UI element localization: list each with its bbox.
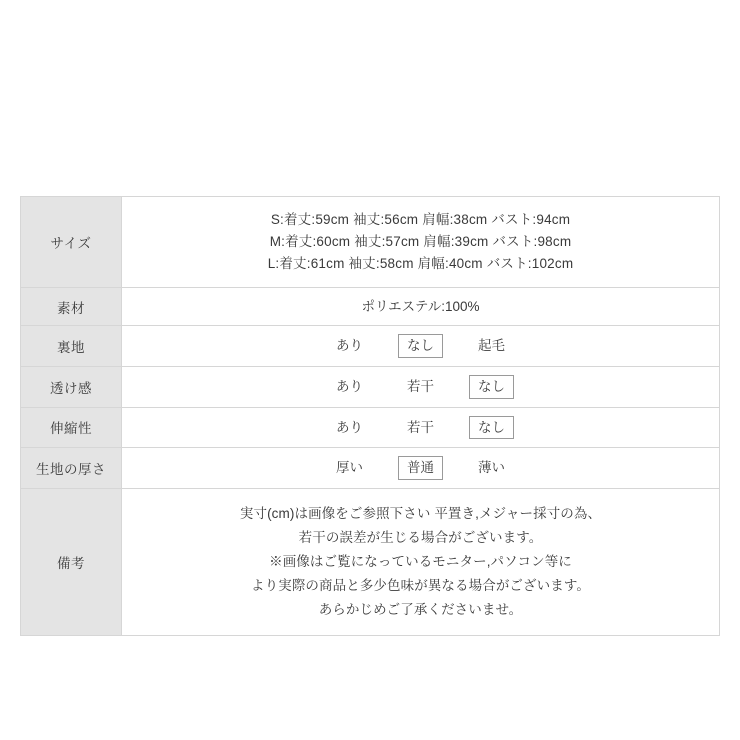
note-line: あらかじめご了承くださいませ。: [318, 601, 523, 617]
option-list: [327, 334, 514, 358]
spec-row-label: 備考: [21, 489, 122, 635]
spec-row-value: [122, 408, 719, 448]
spec-row-value: [122, 489, 719, 635]
table-row: [21, 489, 719, 636]
table-row: [21, 367, 719, 408]
spec-text: ポリエステル:100%: [361, 298, 480, 314]
size-line: M:着丈:60cm 袖丈:57cm 肩幅:39cm バスト:98cm: [269, 233, 572, 249]
spec-row-label: 裏地: [21, 326, 122, 366]
spec-row-value: [122, 326, 719, 366]
table-row: [21, 197, 719, 288]
note-line: より実際の商品と多少色味が異なる場合がございます。: [251, 577, 590, 593]
option: 若干: [407, 378, 434, 394]
spec-table: [20, 196, 720, 636]
size-line: L:着丈:61cm 袖丈:58cm 肩幅:40cm バスト:102cm: [267, 255, 574, 271]
spec-row-value: [122, 448, 719, 488]
option: あり: [336, 378, 363, 394]
option-selected: なし: [469, 375, 514, 399]
option-list: [327, 456, 514, 480]
option-list: [327, 416, 514, 440]
spec-row-value: [122, 288, 719, 326]
spec-row-value: [122, 367, 719, 407]
note-line: 若干の誤差が生じる場合がございます。: [298, 529, 543, 545]
spec-row-label: サイズ: [21, 197, 122, 287]
option-selected: なし: [469, 416, 514, 440]
table-row: [21, 326, 719, 367]
spec-row-label: 伸縮性: [21, 408, 122, 448]
size-line: S:着丈:59cm 袖丈:56cm 肩幅:38cm バスト:94cm: [270, 212, 571, 227]
option: 若干: [407, 419, 434, 435]
option: 起毛: [478, 338, 505, 354]
table-row: [21, 448, 719, 489]
spec-row-label: 透け感: [21, 367, 122, 407]
table-row: [21, 288, 719, 327]
option-selected: 普通: [398, 456, 443, 480]
option: 厚い: [336, 460, 363, 476]
table-row: [21, 408, 719, 449]
option-selected: なし: [398, 334, 443, 358]
note-line: 実寸(cm)は画像をご参照下さい 平置き,メジャー採寸の為、: [239, 505, 602, 521]
spec-row-label: 素材: [21, 288, 122, 326]
spec-row-value: [122, 197, 719, 287]
option-list: [327, 375, 514, 399]
spec-row-label: 生地の厚さ: [21, 448, 122, 488]
option: あり: [336, 419, 363, 435]
option: あり: [336, 338, 363, 354]
note-line: ※画像はご覧になっているモニター,パソコン等に: [269, 553, 572, 569]
option: 薄い: [478, 460, 505, 476]
